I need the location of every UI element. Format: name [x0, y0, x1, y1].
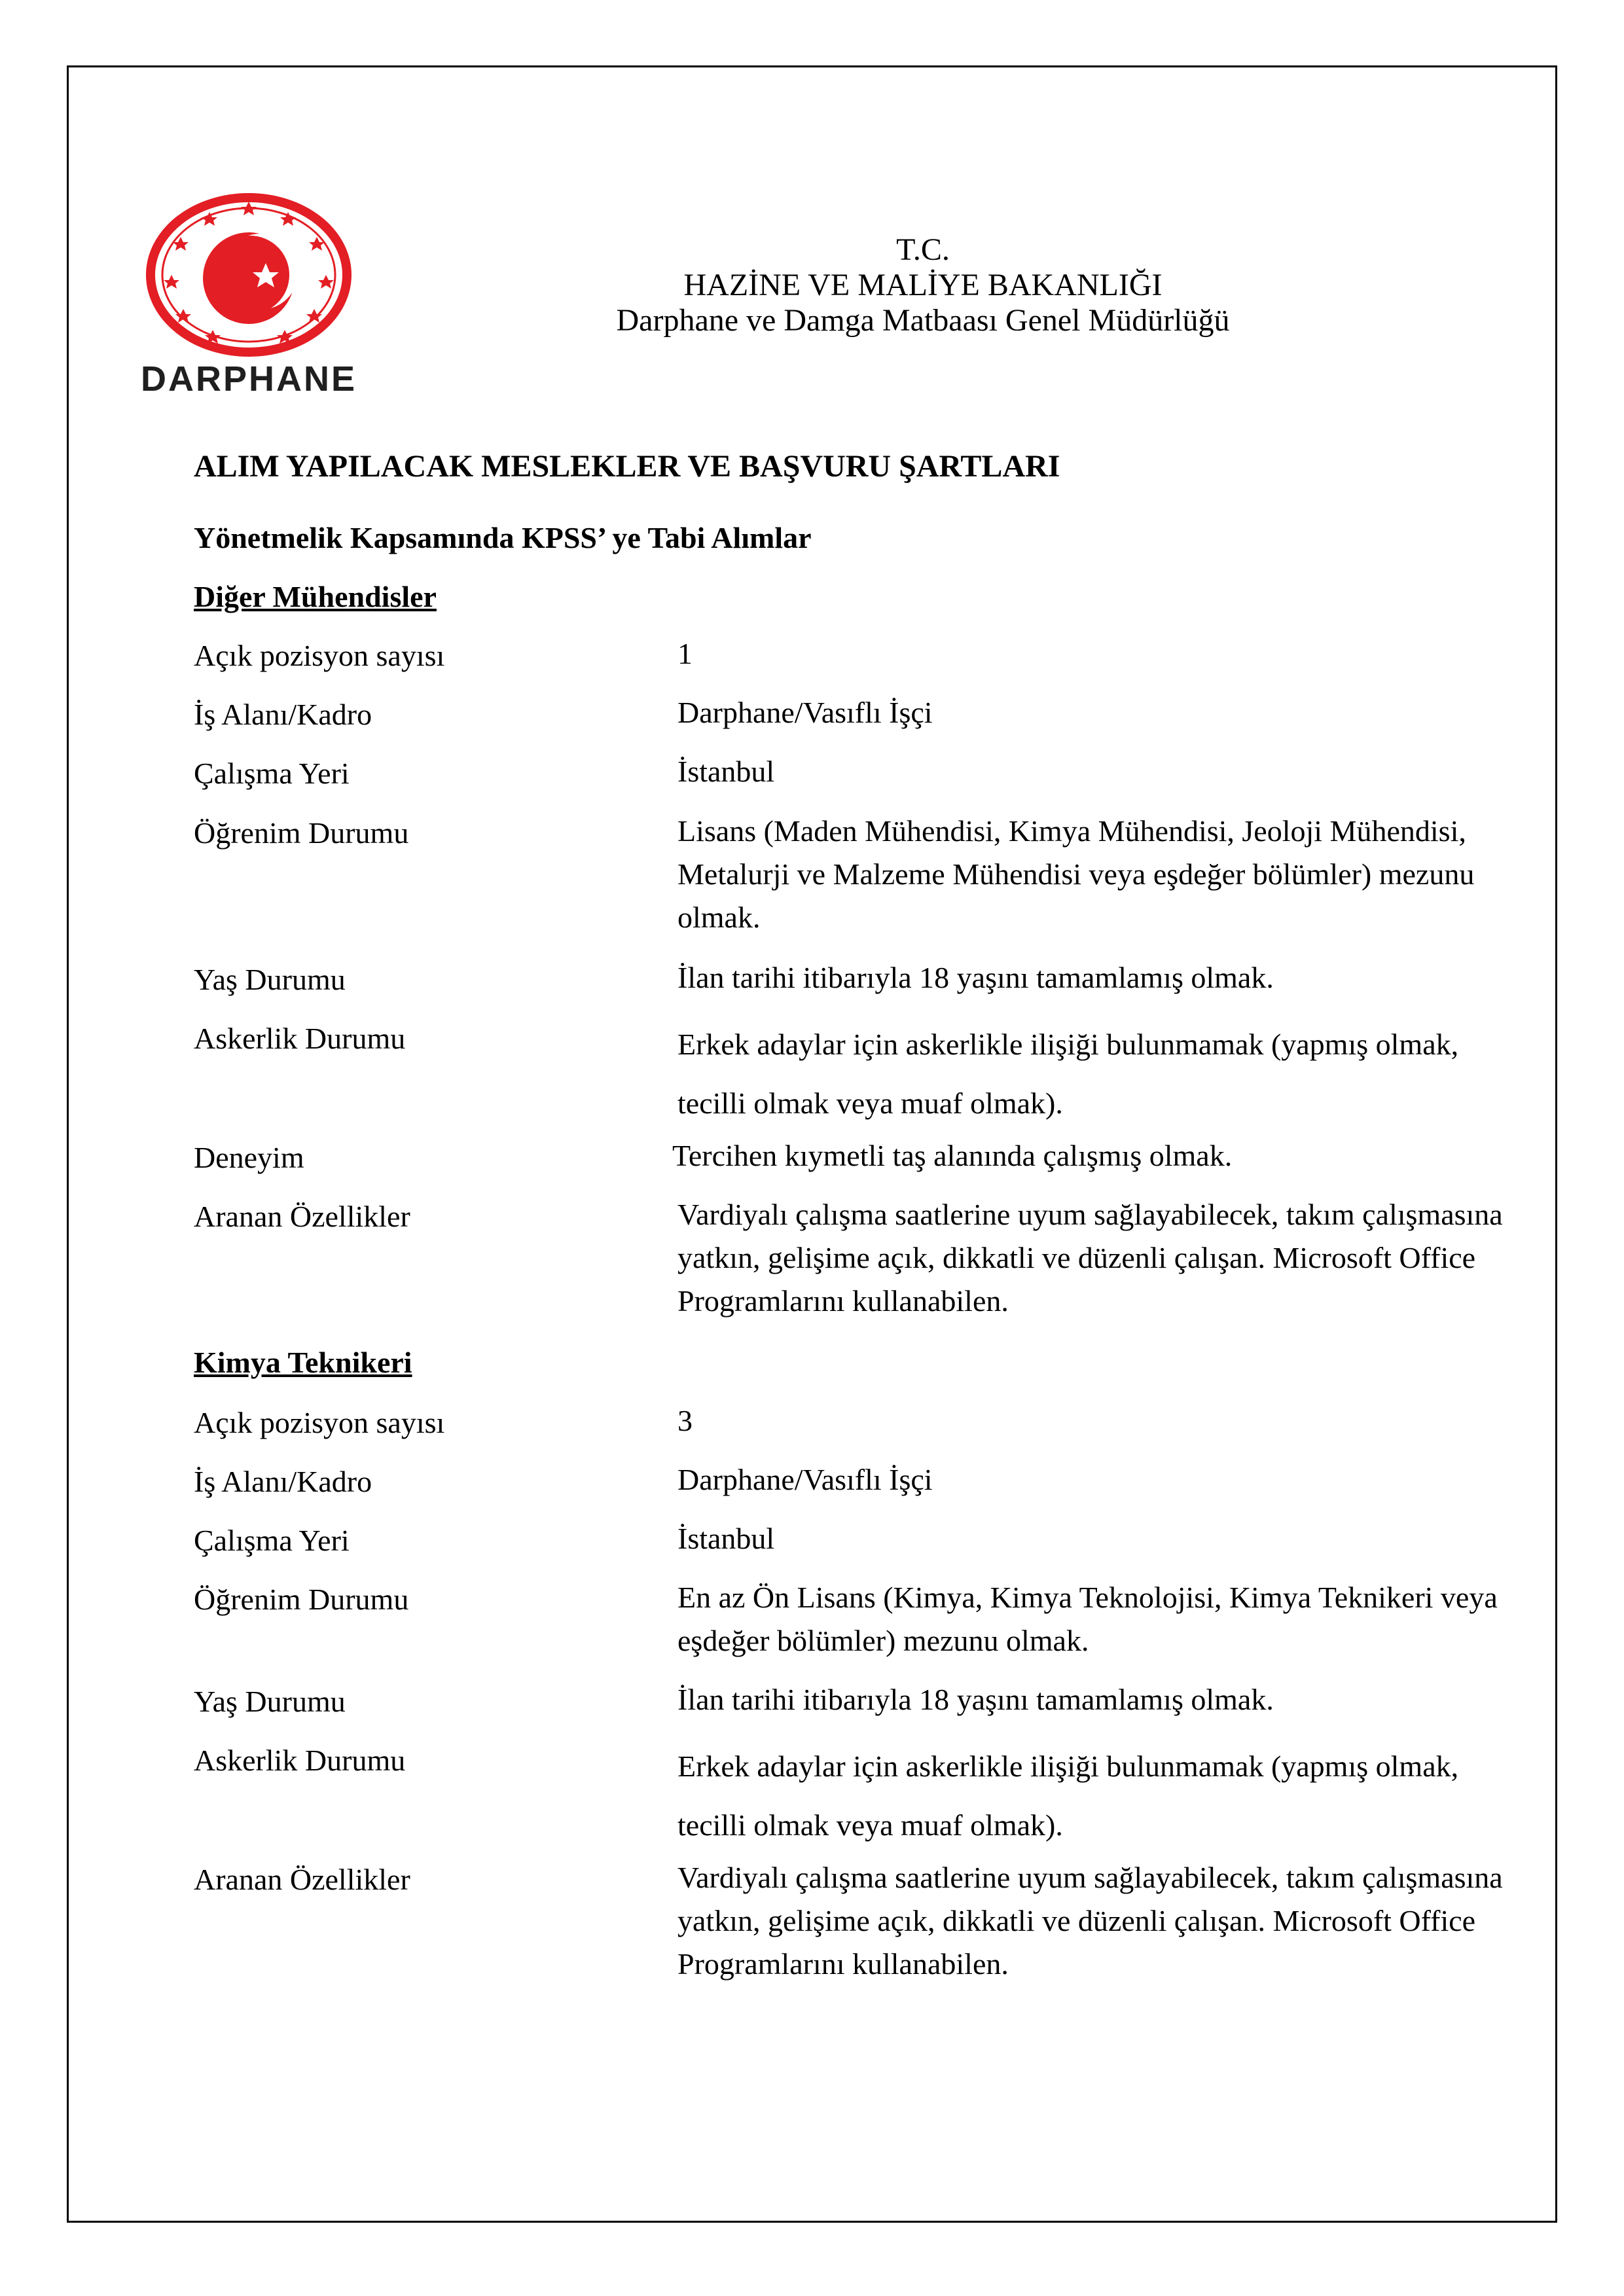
document-title: ALIM YAPILACAK MESLEKLER VE BAŞVURU ŞARTLARI	[194, 449, 1060, 484]
row-value: İlan tarihi itibarıyla 18 yaşını tamamlamış olmak.	[677, 1683, 1274, 1716]
header-line-directorate: Darphane ve Damga Matbaası Genel Müdürlüğü	[616, 303, 1230, 338]
crescent-star-seal-icon	[131, 190, 367, 360]
document-subtitle: Yönetmelik Kapsamında KPSS’ ye Tabi Alımlar	[194, 521, 812, 554]
row-value: 3	[677, 1404, 693, 1437]
row-label: Deneyim	[194, 1141, 304, 1174]
row-label: Yaş Durumu	[194, 1685, 346, 1718]
section-heading: Kimya Teknikeri	[194, 1346, 412, 1379]
row-value: Darphane/Vasıflı İşçi	[677, 1463, 933, 1496]
row-value: 1	[677, 637, 693, 670]
logo-wordmark: DARPHANE	[140, 359, 357, 399]
row-value: Erkek adaylar için askerlikle ilişiği bulunmamak (yapmış olmak, tecilli olmak veya muaf olmak).	[677, 1749, 1459, 1842]
row-label: Çalışma Yeri	[194, 1524, 350, 1557]
header-line-tc: T.C.	[896, 232, 950, 267]
row-label: Aranan Özellikler	[194, 1863, 410, 1896]
row-label: İş Alanı/Kadro	[194, 1465, 372, 1498]
row-value: Erkek adaylar için askerlikle ilişiği bulunmamak (yapmış olmak, tecilli olmak veya muaf olmak).	[677, 1028, 1459, 1120]
row-label: İş Alanı/Kadro	[194, 698, 372, 731]
row-label: Açık pozisyon sayısı	[194, 1406, 445, 1439]
row-value: Darphane/Vasıflı İşçi	[677, 696, 933, 729]
row-label: Askerlik Durumu	[194, 1744, 406, 1777]
row-value: İstanbul	[677, 1522, 775, 1555]
row-label: Öğrenim Durumu	[194, 1583, 409, 1616]
row-label: Açık pozisyon sayısı	[194, 639, 445, 672]
row-label: Çalışma Yeri	[194, 757, 350, 790]
row-value: Vardiyalı çalışma saatlerine uyum sağlayabilecek, takım çalışmasına yatkın, gelişime açık, dikkatli ve düzenli çalışan. Microsoft Office Programlarını kullanabilen.	[677, 1861, 1503, 1981]
row-value: Vardiyalı çalışma saatlerine uyum sağlayabilecek, takım çalışmasına yatkın, gelişime açık, dikkatli ve düzenli çalışan. Microsoft Office Programlarını kullanabilen.	[677, 1198, 1503, 1318]
row-value: En az Ön Lisans (Kimya, Kimya Teknolojisi, Kimya Teknikeri veya eşdeğer bölümler) mezunu olmak.	[677, 1581, 1498, 1657]
row-value: Lisans (Maden Mühendisi, Kimya Mühendisi, Jeoloji Mühendisi, Metalurji ve Malzeme Mühendisi veya eşdeğer bölümler) mezunu olmak.	[677, 814, 1475, 934]
row-value: İstanbul	[677, 755, 775, 788]
darphane-logo	[131, 190, 367, 406]
row-label: Aranan Özellikler	[194, 1200, 410, 1233]
section-heading: Diğer Mühendisler	[194, 580, 437, 613]
header-line-ministry: HAZİNE VE MALİYE BAKANLIĞI	[683, 268, 1163, 302]
document-header	[563, 232, 1283, 338]
row-value: İlan tarihi itibarıyla 18 yaşını tamamlamış olmak.	[677, 961, 1274, 994]
row-label: Öğrenim Durumu	[194, 816, 409, 850]
row-value: Tercihen kıymetli taş alanında çalışmış olmak.	[672, 1139, 1233, 1172]
row-label: Askerlik Durumu	[194, 1022, 406, 1055]
row-label: Yaş Durumu	[194, 963, 346, 996]
